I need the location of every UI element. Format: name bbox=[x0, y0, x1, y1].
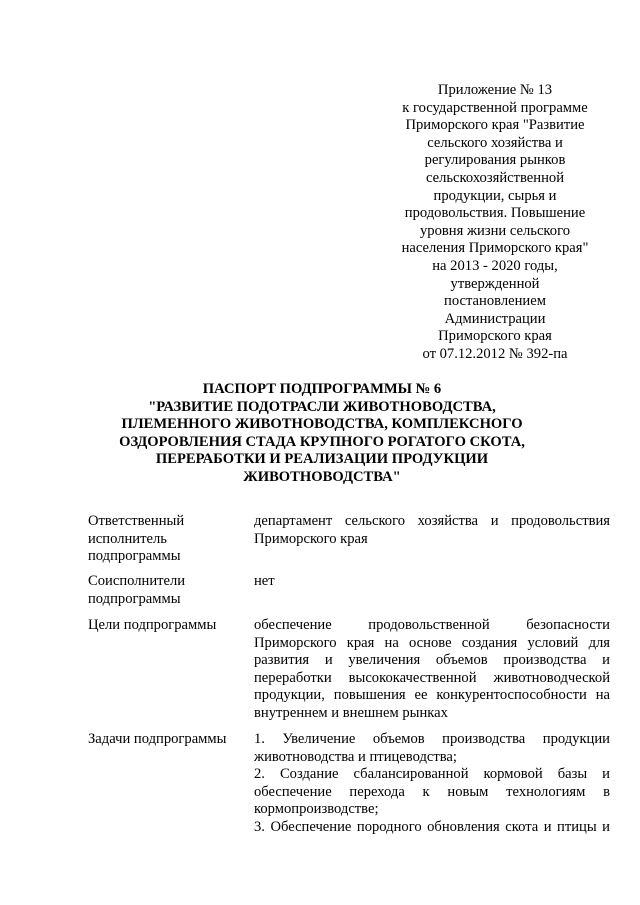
task-list bbox=[254, 731, 610, 837]
appendix-line: Администрации bbox=[444, 310, 546, 327]
appendix-line: от 07.12.2012 № 392-па bbox=[422, 345, 568, 362]
appendix-line: сельского хозяйства и bbox=[427, 134, 563, 151]
appendix-line: к государственной программе bbox=[402, 99, 588, 116]
row-value: обеспечение продовольственной безопасности Приморского края на основе создания условий для развития и увеличения объемов производства и переработки высококачественной животноводческой продукции, повышения ее конкурентоспособности на внутреннем и внешнем рынках bbox=[254, 617, 610, 721]
row-value: нет bbox=[254, 573, 275, 589]
appendix-line: продукции, сырья и bbox=[433, 187, 557, 204]
title-line: ПЕРЕРАБОТКИ И РЕАЛИЗАЦИИ ПРОДУКЦИИ bbox=[155, 451, 489, 468]
task-item: 2. Создание сбалансированной кормовой базы и обеспечение перехода к новым технологиям в кормопроизводстве; bbox=[254, 766, 610, 818]
appendix-line: на 2013 - 2020 годы, bbox=[432, 257, 558, 274]
appendix-line: сельскохозяйственной bbox=[425, 169, 565, 186]
appendix-line: Приморского края "Развитие bbox=[405, 117, 585, 134]
row-label: Соисполнители подпрограммы bbox=[88, 573, 186, 607]
appendix-line: населения Приморского края" bbox=[401, 240, 589, 257]
title-line: ПАСПОРТ ПОДПРОГРАММЫ № 6 bbox=[202, 381, 442, 397]
row-value: департамент сельского хозяйства и продовольствия Приморского края bbox=[254, 513, 610, 547]
appendix-line: постановлением bbox=[444, 293, 546, 310]
title-line: ПЛЕМЕННОГО ЖИВОТНОВОДСТВА, КОМПЛЕКСНОГО bbox=[121, 416, 523, 433]
row-label: Цели подпрограммы bbox=[88, 617, 217, 633]
row-label: Задачи подпрограммы bbox=[88, 731, 227, 747]
appendix-block bbox=[384, 82, 606, 364]
appendix-line: уровня жизни сельского bbox=[420, 222, 570, 239]
task-item: 1. Увеличение объемов производства продукции животноводства и птицеводства; bbox=[254, 731, 610, 765]
appendix-line: продовольствия. Повышение bbox=[404, 205, 586, 222]
appendix-line: Приморского края bbox=[438, 328, 552, 345]
title-line: ЖИВОТНОВОДСТВА" bbox=[243, 468, 401, 485]
title-line: ОЗДОРОВЛЕНИЯ СТАДА КРУПНОГО РОГАТОГО СКОТА, bbox=[119, 433, 525, 450]
task-item: 3. Обеспечение породного обновления скота и птицы и bbox=[254, 818, 610, 835]
row-label: Ответственный исполнитель подпрограммы bbox=[88, 513, 185, 565]
appendix-line: регулирования рынков bbox=[424, 152, 566, 169]
title-line: "РАЗВИТИЕ ПОДОТРАСЛИ ЖИВОТНОВОДСТВА, bbox=[148, 398, 496, 415]
document-title bbox=[96, 381, 548, 487]
appendix-line: Приложение № 13 bbox=[437, 82, 553, 98]
appendix-line: утвержденной bbox=[450, 275, 540, 292]
